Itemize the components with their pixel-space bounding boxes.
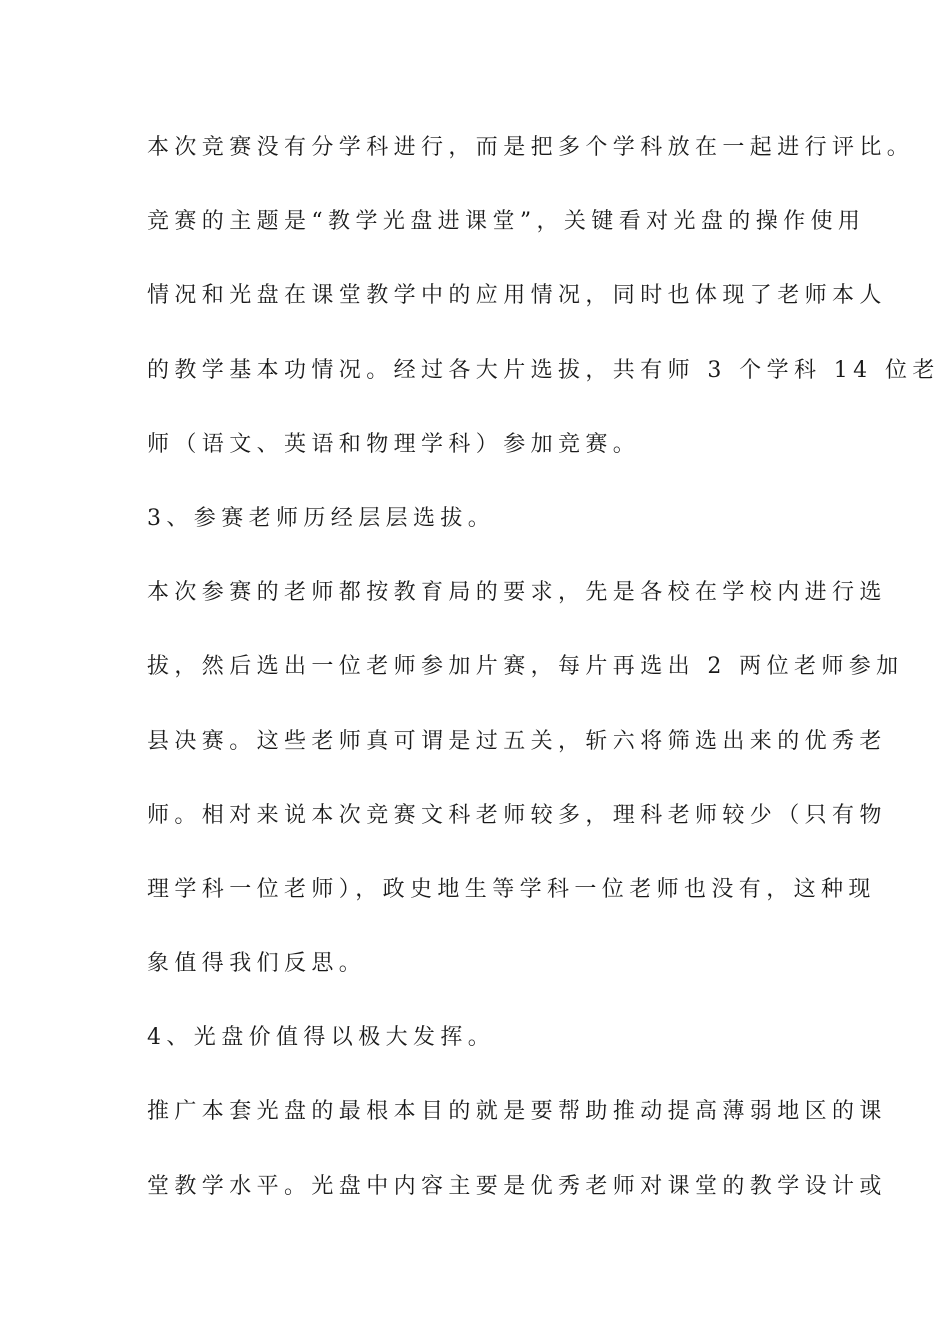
- text-line: 本次竞赛没有分学科进行，而是把多个学科放在一起进行评比。: [147, 135, 915, 160]
- section-heading-4: 4、光盘价值得以极大发挥。: [147, 1025, 496, 1051]
- text-line: 师。相对来说本次竞赛文科老师较多，理科老师较少（只有物: [147, 802, 887, 828]
- text-line: 师（语文、英语和物理学科）参加竞赛。: [147, 431, 641, 457]
- text-line: 情况和光盘在课堂教学中的应用情况，同时也体现了老师本人: [147, 283, 887, 309]
- text-line: 竞赛的主题是“教学光盘进课堂”，关键看对光盘的操作使用: [147, 209, 866, 235]
- body-text: [147, 128, 940, 1241]
- section-heading-3: 3、参赛老师历经层层选拔。: [147, 505, 496, 531]
- text-line: 县决赛。这些老师真可谓是过五关，斩六将筛选出来的优秀老: [147, 728, 887, 754]
- text-line: 推广本套光盘的最根本目的就是要帮助推动提高薄弱地区的课: [147, 1099, 887, 1125]
- text-line: 象值得我们反思。: [147, 951, 367, 977]
- text-line: 理学科一位老师），政史地生等学科一位老师也没有，这种现: [147, 876, 876, 902]
- text-line: 堂教学水平。光盘中内容主要是优秀老师对课堂的教学设计或: [147, 1173, 887, 1199]
- text-line: 拔，然后选出一位老师参加片赛，每片再选出 2 两位老师参加: [147, 654, 904, 680]
- text-line: 本次参赛的老师都按教育局的要求，先是各校在学校内进行选: [147, 580, 887, 606]
- text-line: 的教学基本功情况。经过各大片选拔，共有师 3 个学科 14 位老: [147, 357, 940, 383]
